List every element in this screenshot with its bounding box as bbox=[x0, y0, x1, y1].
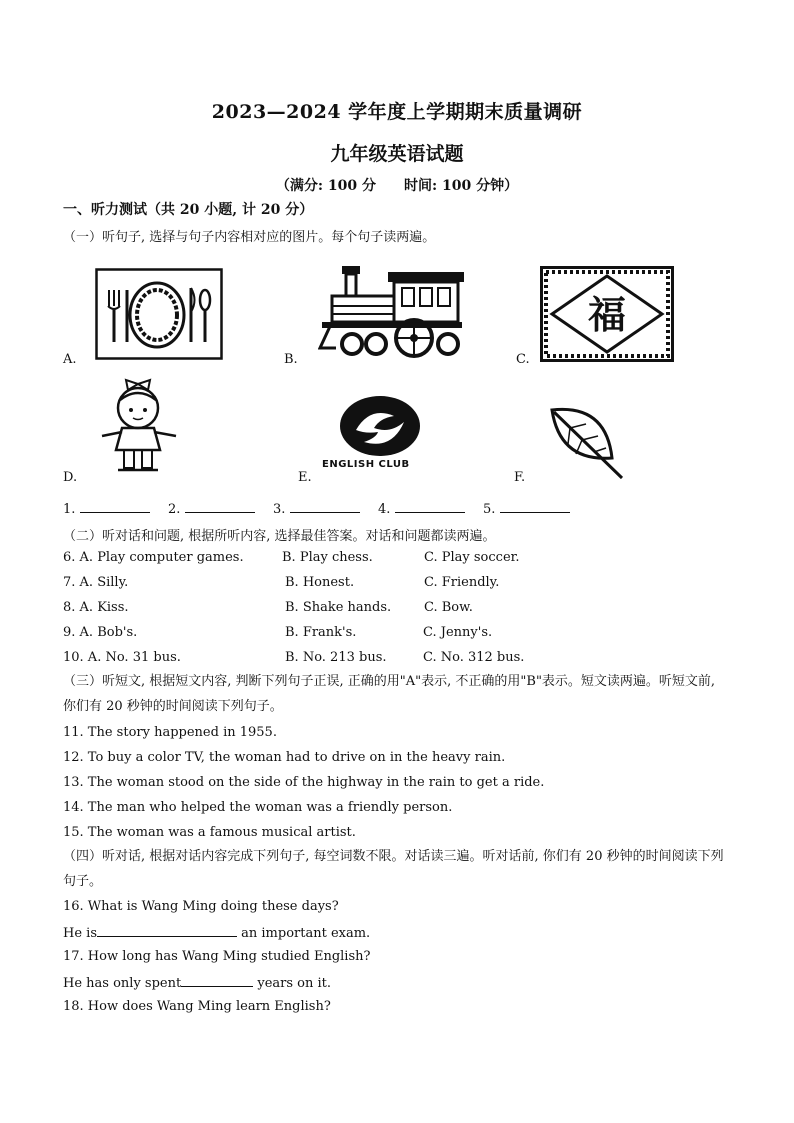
answer-17-suffix: years on it. bbox=[253, 976, 332, 991]
question-11: 11. The story happened in 1955. bbox=[63, 725, 277, 740]
answer-blank-4[interactable]: 4. bbox=[378, 500, 465, 517]
part4-instructions: （四）听对话, 根据对话内容完成下列句子, 每空词数不限。对话读三遍。听对话前, 你们有 20 秒钟的时间阅读下列句子。 bbox=[63, 849, 724, 889]
question-8-option-b: B. Shake hands. bbox=[285, 600, 392, 615]
picture-letter-c: C. bbox=[516, 352, 530, 367]
question-15: 15. The woman was a famous musical artist. bbox=[63, 825, 356, 840]
question-9-option-b: B. Frank's. bbox=[285, 625, 357, 640]
question-7-option-b: B. Honest. bbox=[285, 575, 355, 590]
question-7-option-c: C. Friendly. bbox=[424, 575, 500, 590]
time-info: 时间: 100 分钟） bbox=[404, 178, 519, 194]
score-info: （满分: 100 分 bbox=[275, 178, 376, 194]
question-6-option-b: B. Play chess. bbox=[282, 550, 373, 565]
question-14: 14. The man who helped the woman was a friendly person. bbox=[63, 800, 453, 815]
picture-letter-f: F. bbox=[514, 470, 526, 485]
answer-17 bbox=[63, 974, 331, 991]
question-9-option-a: 9. A. Bob's. bbox=[63, 625, 138, 640]
answer-16-prefix: He is bbox=[63, 926, 97, 941]
section-heading: 一、听力测试（共 20 小题, 计 20 分） bbox=[63, 202, 314, 218]
exam-subtitle: 九年级英语试题 bbox=[330, 143, 464, 165]
picture-letter-a: A. bbox=[63, 352, 77, 367]
leaf-icon bbox=[546, 402, 626, 480]
question-10-option-b: B. No. 213 bus. bbox=[285, 650, 387, 665]
answer-17-blank[interactable] bbox=[181, 974, 253, 987]
question-8-option-c: C. Bow. bbox=[424, 600, 473, 615]
answer-16-suffix: an important exam. bbox=[237, 926, 371, 941]
train-icon bbox=[318, 262, 468, 360]
exam-title: 2023—2024 学年度上学期期末质量调研 bbox=[211, 101, 583, 123]
question-6-option-a: 6. A. Play computer games. bbox=[63, 550, 244, 565]
part3-instructions: （三）听短文, 根据短文内容, 判断下列句子正误, 正确的用"A"表示, 不正确的用"B"表示。短文读两遍。听短文前, 你们有 20 秒钟的时间阅读下列句子。 bbox=[63, 674, 716, 714]
question-6-option-c: C. Play soccer. bbox=[424, 550, 520, 565]
fu-character-icon bbox=[540, 266, 674, 362]
question-10-option-a: 10. A. No. 31 bus. bbox=[63, 650, 181, 665]
question-18: 18. How does Wang Ming learn English? bbox=[63, 999, 331, 1014]
part2-instructions: （二）听对话和问题, 根据所听内容, 选择最佳答案。对话和问题都读两遍。 bbox=[63, 529, 496, 544]
place-setting-icon bbox=[95, 268, 223, 360]
question-16: 16. What is Wang Ming doing these days? bbox=[63, 899, 339, 914]
exam-info bbox=[0, 175, 794, 195]
girl-icon bbox=[98, 378, 182, 474]
question-9-option-c: C. Jenny's. bbox=[423, 625, 493, 640]
picture-letter-e: E. bbox=[298, 470, 312, 485]
question-17: 17. How long has Wang Ming studied English? bbox=[63, 949, 371, 964]
question-13: 13. The woman stood on the side of the highway in the rain to get a ride. bbox=[63, 775, 545, 790]
question-8-option-a: 8. A. Kiss. bbox=[63, 600, 129, 615]
question-7-option-a: 7. A. Silly. bbox=[63, 575, 129, 590]
question-12: 12. To buy a color TV, the woman had to drive on in the heavy rain. bbox=[63, 750, 506, 765]
part1-instructions: （一）听句子, 选择与句子内容相对应的图片。每个句子读两遍。 bbox=[63, 230, 436, 245]
answer-blank-2[interactable]: 2. bbox=[168, 500, 255, 517]
answer-blank-1[interactable]: 1. bbox=[63, 500, 150, 517]
answer-blank-5[interactable]: 5. bbox=[483, 500, 570, 517]
answer-16-blank[interactable] bbox=[97, 924, 237, 937]
question-10-option-c: C. No. 312 bus. bbox=[423, 650, 525, 665]
picture-letter-d: D. bbox=[63, 470, 78, 485]
picture-letter-b: B. bbox=[284, 352, 298, 367]
svg-text:福: 福 bbox=[587, 292, 627, 337]
answer-blank-3[interactable]: 3. bbox=[273, 500, 360, 517]
answer-16 bbox=[63, 924, 370, 941]
english-club-text: ENGLISH CLUB bbox=[322, 459, 410, 470]
answer-17-prefix: He has only spent bbox=[63, 976, 182, 991]
